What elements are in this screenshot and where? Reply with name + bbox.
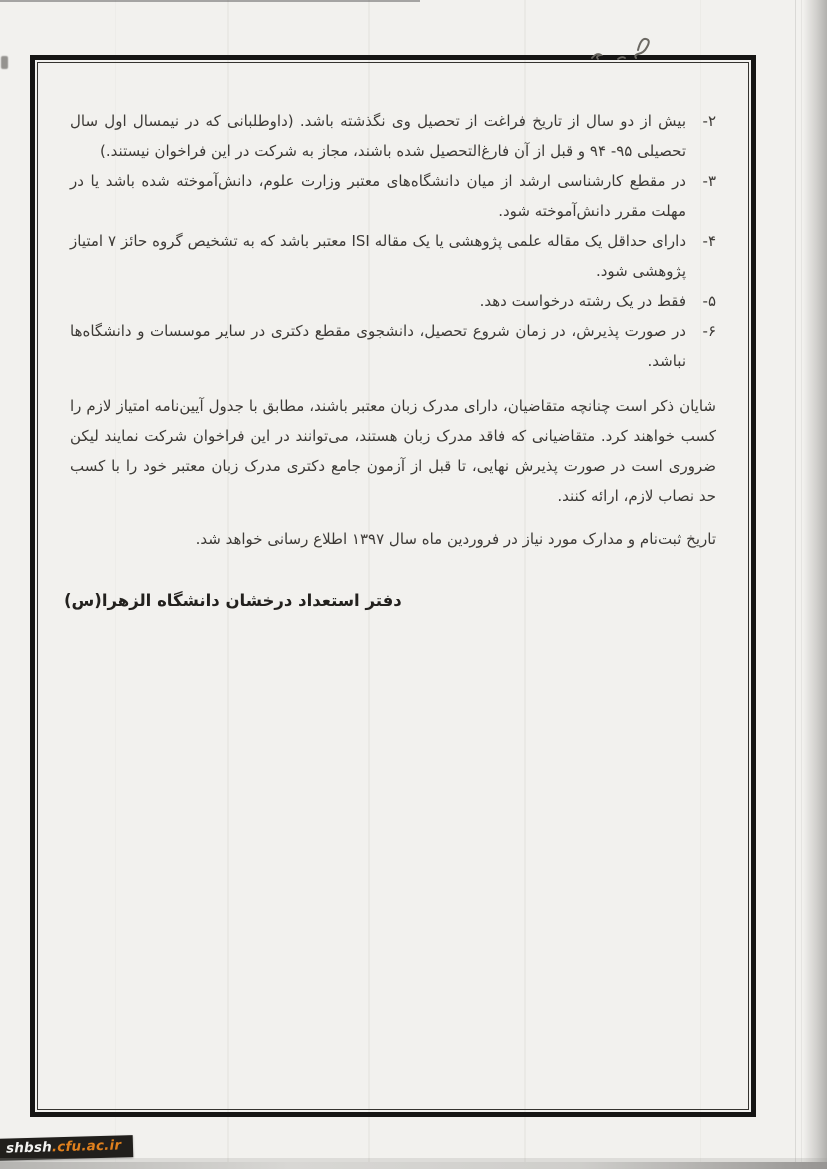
list-item-number: ۵- — [702, 292, 716, 310]
list-item-number: ۲- — [702, 112, 716, 130]
list-item-text: در مقطع کارشناسی ارشد از میان دانشگاه‌های معتبر وزارت علوم، دانش‌آموخته شده باشد یا در مهلت مقرر دانش‌آموخته شود. — [70, 172, 686, 220]
document-body — [70, 106, 716, 554]
list-item-text: دارای حداقل یک مقاله علمی پژوهشی یا یک مقاله ISI معتبر باشد که به تشخیص گروه حائز ۷ امتیاز پژوهشی شود. — [70, 232, 686, 280]
list-item-text: بیش از دو سال از تاریخ فراغت از تحصیل وی نگذشته باشد. (داوطلبانی که در نیمسال اول سال تحصیلی ۹۵- ۹۴ و قبل از آن فارغ‌التحصیل شده باشند، مجاز به شرکت در این فراخوان نیستند.) — [70, 112, 686, 160]
list-item-text: فقط در یک رشته درخواست دهد. — [479, 292, 686, 310]
list-item-number: ۶- — [702, 322, 716, 340]
requirements-list — [70, 106, 716, 376]
list-item-text: در صورت پذیرش، در زمان شروع تحصیل، دانشجوی مقطع دکتری در سایر موسسات و دانشگاه‌ها نباشد. — [70, 322, 686, 370]
list-item — [70, 286, 716, 316]
scan-right-shadow — [803, 0, 827, 1169]
list-item — [70, 106, 716, 166]
list-item-number: ۴- — [702, 232, 716, 250]
paragraph-registration-date: تاریخ ثبت‌نام و مدارک مورد نیاز در فروردین ماه سال ۱۳۹۷ اطلاع رسانی خواهد شد. — [195, 530, 716, 548]
pen-scribble-icon — [588, 28, 664, 70]
list-item — [70, 316, 716, 376]
watermark-site-suffix: .cfu.ac.ir — [51, 1137, 122, 1156]
list-item — [70, 226, 716, 286]
scan-artifact-speck — [1, 56, 8, 69]
scan-bottom-edge — [0, 1162, 827, 1169]
paper-fold-line — [795, 0, 796, 1169]
paragraph-language-certificate: شایان ذکر است چنانچه متقاضیان، دارای مدرک زبان معتبر باشند، مطابق با جدول آیین‌نامه امتیاز لازم را کسب خواهند کرد. متقاضیانی که فاقد مدرک زبان هستند، می‌توانند در این فراخوان شرکت نمایند لیکن ضروری است در صورت پذیرش نهایی، تا قبل از آزمون جامع دکتری مدرک زبان معتبر خود را با کسب حد نصاب لازم، ارائه کنند. — [70, 397, 716, 505]
scan-top-edge — [0, 0, 420, 2]
list-item — [70, 166, 716, 226]
watermark-site-prefix: shbsh — [5, 1139, 53, 1157]
paper-fold-line — [801, 0, 802, 1169]
signature-line: دفتر استعداد درخشان دانشگاه الزهرا(س) — [64, 591, 402, 610]
list-item-number: ۳- — [702, 172, 716, 190]
